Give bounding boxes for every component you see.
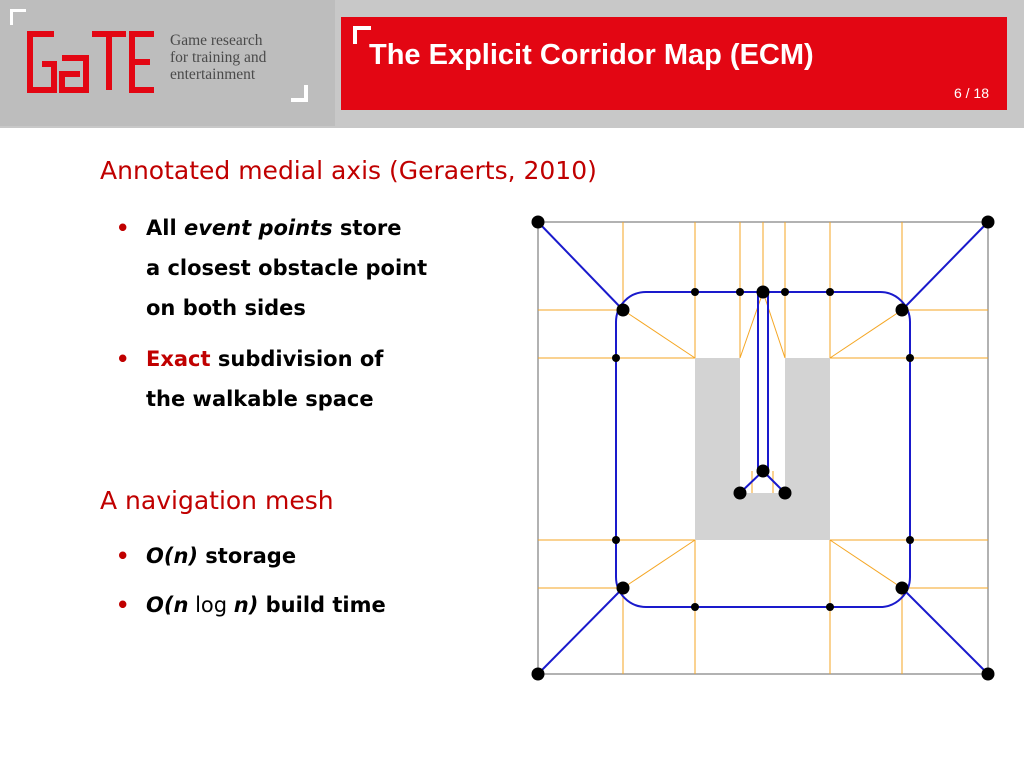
logo-tagline <box>170 32 320 83</box>
bullet-item <box>116 585 386 625</box>
logo-tagline-line: for training and <box>170 49 267 66</box>
bullet-text: build time <box>258 593 386 617</box>
logo-bracket-top-left <box>10 9 26 25</box>
logo <box>0 0 335 126</box>
bullet-text: log <box>188 593 234 617</box>
bullet-item <box>116 208 428 328</box>
bullet-emphasis: O(n) <box>146 544 198 568</box>
gate-logo-mark <box>24 28 160 96</box>
bullet-emphasis: event points <box>183 216 333 240</box>
bullet-line: the walkable space <box>146 387 374 411</box>
section-heading: A navigation mesh <box>100 486 334 515</box>
bullet-emphasis: Exact <box>146 347 211 371</box>
title-bar <box>341 17 1007 110</box>
bullet-line <box>146 536 296 576</box>
logo-tagline-line: Game research <box>170 32 263 49</box>
bullet-item <box>116 536 297 576</box>
obstacle <box>695 358 830 540</box>
bullet-line <box>146 339 383 379</box>
bullet-line <box>146 585 386 625</box>
logo-bracket-bottom-right <box>291 85 308 102</box>
ecm-diagram <box>524 208 1000 684</box>
bullet-emphasis: n) <box>233 593 259 617</box>
bullet-item <box>116 339 384 419</box>
page-number: 6 / 18 <box>953 85 989 101</box>
event-points-small <box>612 288 914 611</box>
bullet-dot: • <box>116 347 130 371</box>
bullet-line: a closest obstacle point <box>146 256 428 280</box>
bullet-text: subdivision of <box>210 347 384 371</box>
logo-tagline-line: entertainment <box>170 66 256 83</box>
bullet-text: storage <box>198 544 297 568</box>
bullet-line <box>146 208 427 248</box>
bullet-dot: • <box>116 593 130 617</box>
bullet-emphasis: O(n <box>146 593 189 617</box>
bullet-dot: • <box>116 216 130 240</box>
slide-title: The Explicit Corridor Map (ECM) <box>369 39 814 71</box>
bullet-text: All <box>146 216 184 240</box>
bullet-text: store <box>332 216 402 240</box>
section-heading: Annotated medial axis (Geraerts, 2010) <box>100 156 597 185</box>
bullet-line: on both sides <box>146 296 306 320</box>
bullet-dot: • <box>116 544 130 568</box>
